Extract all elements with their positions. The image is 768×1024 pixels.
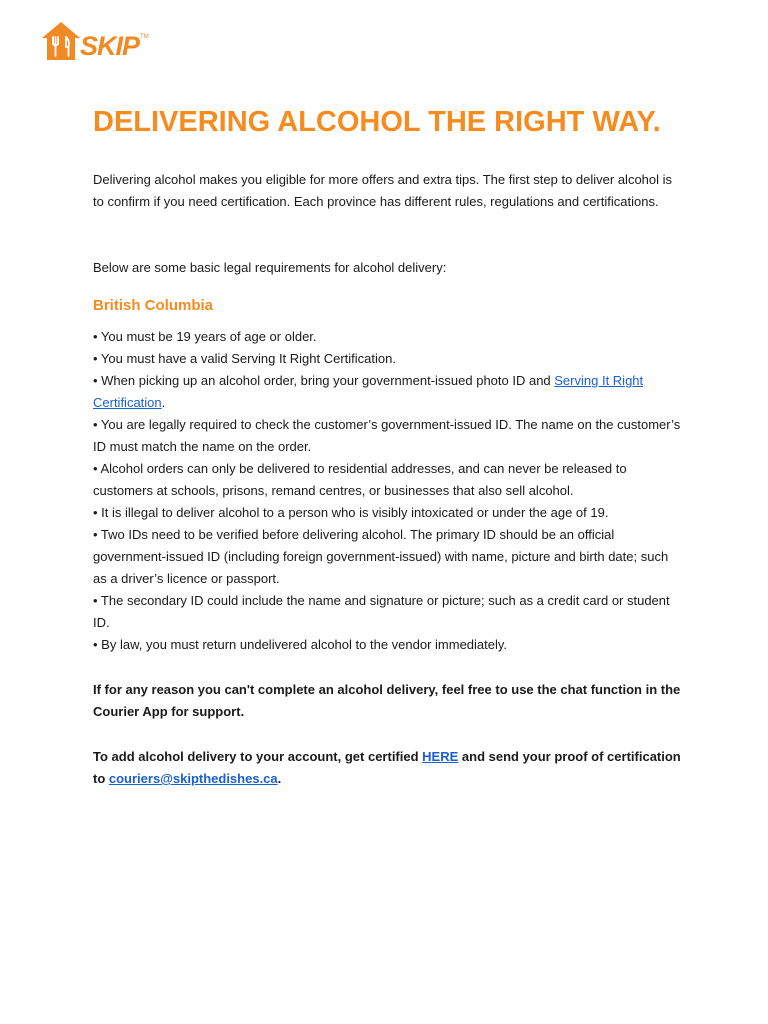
province-heading: British Columbia xyxy=(93,297,214,314)
support-note: If for any reason you can't complete an alcohol delivery, feel free to use the chat function in the Courier App for support. xyxy=(93,682,681,719)
page-title: DELIVERING ALCOHOL THE RIGHT WAY. xyxy=(93,106,661,138)
house-utensils-icon xyxy=(40,20,82,62)
list-item: • By law, you must return undelivered alcohol to the vendor immediately. xyxy=(93,637,508,652)
list-item-text: • When picking up an alcohol order, bring your government-issued photo ID and xyxy=(93,373,555,388)
list-item: • The secondary ID could include the name and signature or picture; such as a credit card or student ID. xyxy=(93,593,670,630)
list-item: • Alcohol orders can only be delivered to residential addresses, and can never be released to customers at schools, prisons, remand centres, or businesses that also sell alcohol. xyxy=(93,461,627,498)
trademark-mark: TM xyxy=(140,34,149,40)
requirements-intro: Below are some basic legal requirements for alcohol delivery: xyxy=(93,260,447,275)
list-item: • You must be 19 years of age or older. xyxy=(93,329,317,344)
list-item-text: . xyxy=(161,395,166,410)
requirements-list xyxy=(93,326,683,656)
intro-paragraph: Delivering alcohol makes you eligible for more offers and extra tips. The first step to deliver alcohol is to confirm if you need certification. Each province has different rules, regulations and certifications. xyxy=(93,172,673,209)
logo-wordmark: SKIP xyxy=(80,30,140,61)
certification-note-text: . xyxy=(277,771,282,786)
certification-note-text: To add alcohol delivery to your account, get certified xyxy=(93,749,423,764)
serving-it-right-link[interactable]: Serving It Right Certification xyxy=(93,373,644,410)
list-item xyxy=(93,370,683,414)
list-item: • It is illegal to deliver alcohol to a person who is visibly intoxicated or under the age of 19. xyxy=(93,505,609,520)
certification-note-text: and send your proof of certification to xyxy=(93,749,681,786)
certification-note xyxy=(93,746,683,790)
list-item: • You must have a valid Serving It Right Certification. xyxy=(93,351,396,366)
skip-logo xyxy=(40,20,149,62)
list-item: • You are legally required to check the customer’s government-issued ID. The name on the customer’s ID must match the name on the order. xyxy=(93,417,681,454)
courier-email-link[interactable]: couriers@skipthedishes.ca xyxy=(108,771,278,786)
list-item: • Two IDs need to be verified before delivering alcohol. The primary ID should be an official government-issued ID (including foreign government-issued) with name, picture and birth date; such as a driver’s licence or passport. xyxy=(93,527,669,586)
get-certified-link[interactable]: HERE xyxy=(422,749,459,764)
